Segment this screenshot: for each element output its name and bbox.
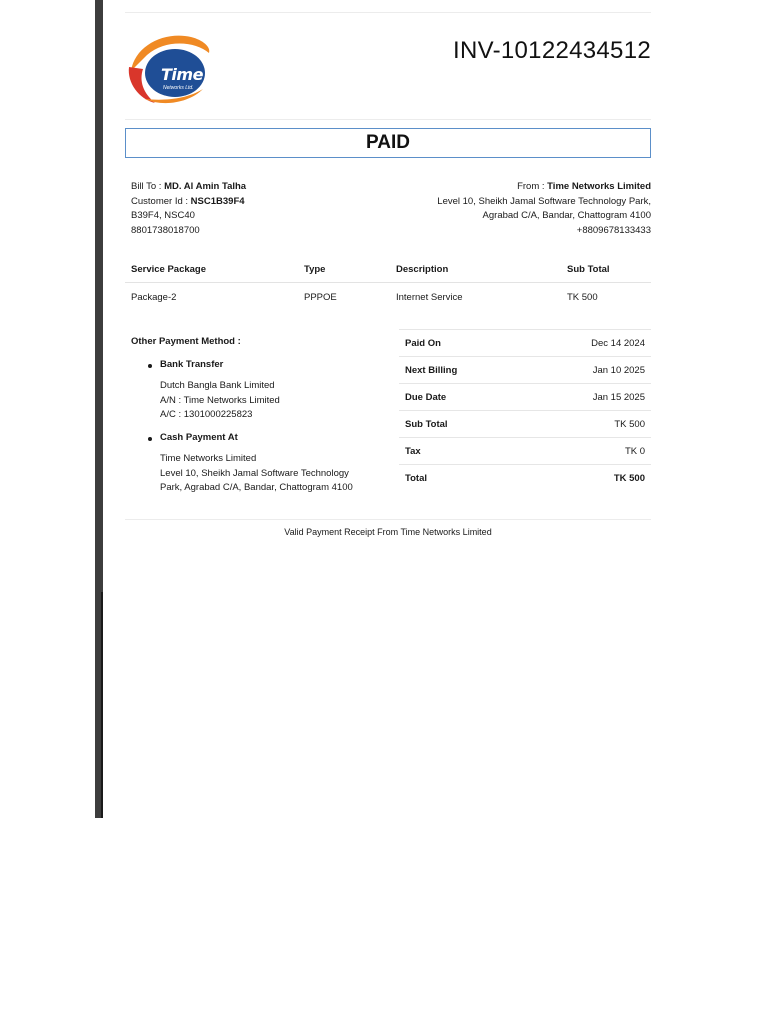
- from-address-line1: Level 10, Sheikh Jamal Software Technology Park,: [437, 195, 651, 207]
- col-header-type: Type: [298, 262, 390, 283]
- summary-label: Paid On: [399, 330, 523, 357]
- account-number: A/C : 1301000225823: [160, 409, 253, 420]
- summary-label: Tax: [399, 438, 523, 465]
- footer-note: Valid Payment Receipt From Time Networks Limited: [284, 527, 492, 537]
- status-banner: [125, 128, 651, 158]
- summary-row-next-billing: [399, 357, 651, 384]
- summary-label: Due Date: [399, 384, 523, 411]
- customer-phone: 8801738018700: [131, 224, 200, 236]
- payment-method-details: [160, 452, 353, 496]
- customer-id-line: [131, 195, 246, 210]
- service-subtotal-cell: TK 500: [567, 291, 598, 303]
- payment-section: [125, 325, 651, 507]
- summary-value: Dec 14 2024: [523, 330, 651, 357]
- bill-to-name-line: [131, 180, 246, 195]
- summary-row-tax: [399, 438, 651, 465]
- payment-method-name: Cash Payment At: [160, 431, 238, 443]
- customer-name: MD. Al Amin Talha: [164, 181, 247, 192]
- logo-subtext: Networks Ltd.: [163, 85, 194, 91]
- col-header-description: Description: [390, 262, 561, 283]
- bullet-icon: [148, 437, 152, 441]
- bank-name: Dutch Bangla Bank Limited: [160, 380, 275, 391]
- payment-methods: [131, 335, 353, 496]
- status-text: PAID: [366, 132, 410, 153]
- from-company-line: [437, 180, 651, 195]
- account-name: A/N : Time Networks Limited: [160, 394, 280, 406]
- summary-table: [399, 329, 651, 491]
- invoice-number: INV-10122434512: [453, 37, 651, 64]
- summary-value: TK 500: [523, 411, 651, 438]
- logo-text: Time: [161, 65, 203, 84]
- cash-company: Time Networks Limited: [160, 453, 257, 464]
- from-address-line2: Agrabad C/A, Bandar, Chattogram 4100: [482, 210, 651, 221]
- from-block: [437, 180, 651, 238]
- parties-section: [125, 180, 651, 242]
- header-divider: [125, 119, 651, 120]
- from-label: From :: [517, 181, 545, 192]
- customer-id-label: Customer Id :: [131, 195, 189, 207]
- summary-value: Jan 10 2025: [523, 357, 651, 384]
- summary-row-due-date: [399, 384, 651, 411]
- from-company: Time Networks Limited: [547, 181, 651, 192]
- summary-value: Jan 15 2025: [523, 384, 651, 411]
- invoice-header: [125, 13, 651, 119]
- cash-address-line2: Park, Agrabad C/A, Bandar, Chattogram 4100: [160, 482, 353, 493]
- summary-row-paid-on: [399, 330, 651, 357]
- from-phone: +8809678133433: [576, 224, 651, 236]
- bullet-icon: [148, 364, 152, 368]
- service-type-cell: PPPOE: [304, 291, 337, 303]
- summary-row-sub-total: [399, 411, 651, 438]
- summary-value: TK 0: [523, 438, 651, 465]
- summary-label: Total: [405, 472, 427, 484]
- bill-to-block: [131, 180, 246, 238]
- payment-method-bank: [160, 358, 353, 423]
- table-row: [125, 283, 651, 312]
- customer-id: NSC1B39F4: [190, 195, 245, 207]
- col-header-sub-total: Sub Total: [561, 262, 651, 283]
- col-header-service-package: Service Package: [125, 262, 298, 283]
- summary-label: Next Billing: [399, 357, 523, 384]
- summary-row-total: [399, 465, 651, 492]
- service-table-header: [125, 262, 651, 283]
- payment-method-name: Bank Transfer: [160, 358, 224, 370]
- summary-label: Sub Total: [399, 411, 523, 438]
- payment-methods-title: Other Payment Method :: [131, 336, 241, 347]
- invoice: [125, 12, 651, 537]
- company-logo: [125, 27, 215, 107]
- summary-value: TK 500: [613, 472, 645, 484]
- cash-address-line1: Level 10, Sheikh Jamal Software Technology: [160, 467, 349, 479]
- payment-method-details: [160, 379, 353, 423]
- service-description-cell: Internet Service: [396, 291, 463, 303]
- bill-to-label: Bill To :: [131, 181, 162, 192]
- service-package-cell: Package-2: [131, 291, 177, 303]
- customer-address: B39F4, NSC40: [131, 210, 195, 221]
- footer-divider: [125, 519, 651, 520]
- payment-method-cash: [160, 431, 353, 496]
- service-table: [125, 262, 651, 311]
- left-edge-line: [101, 592, 103, 818]
